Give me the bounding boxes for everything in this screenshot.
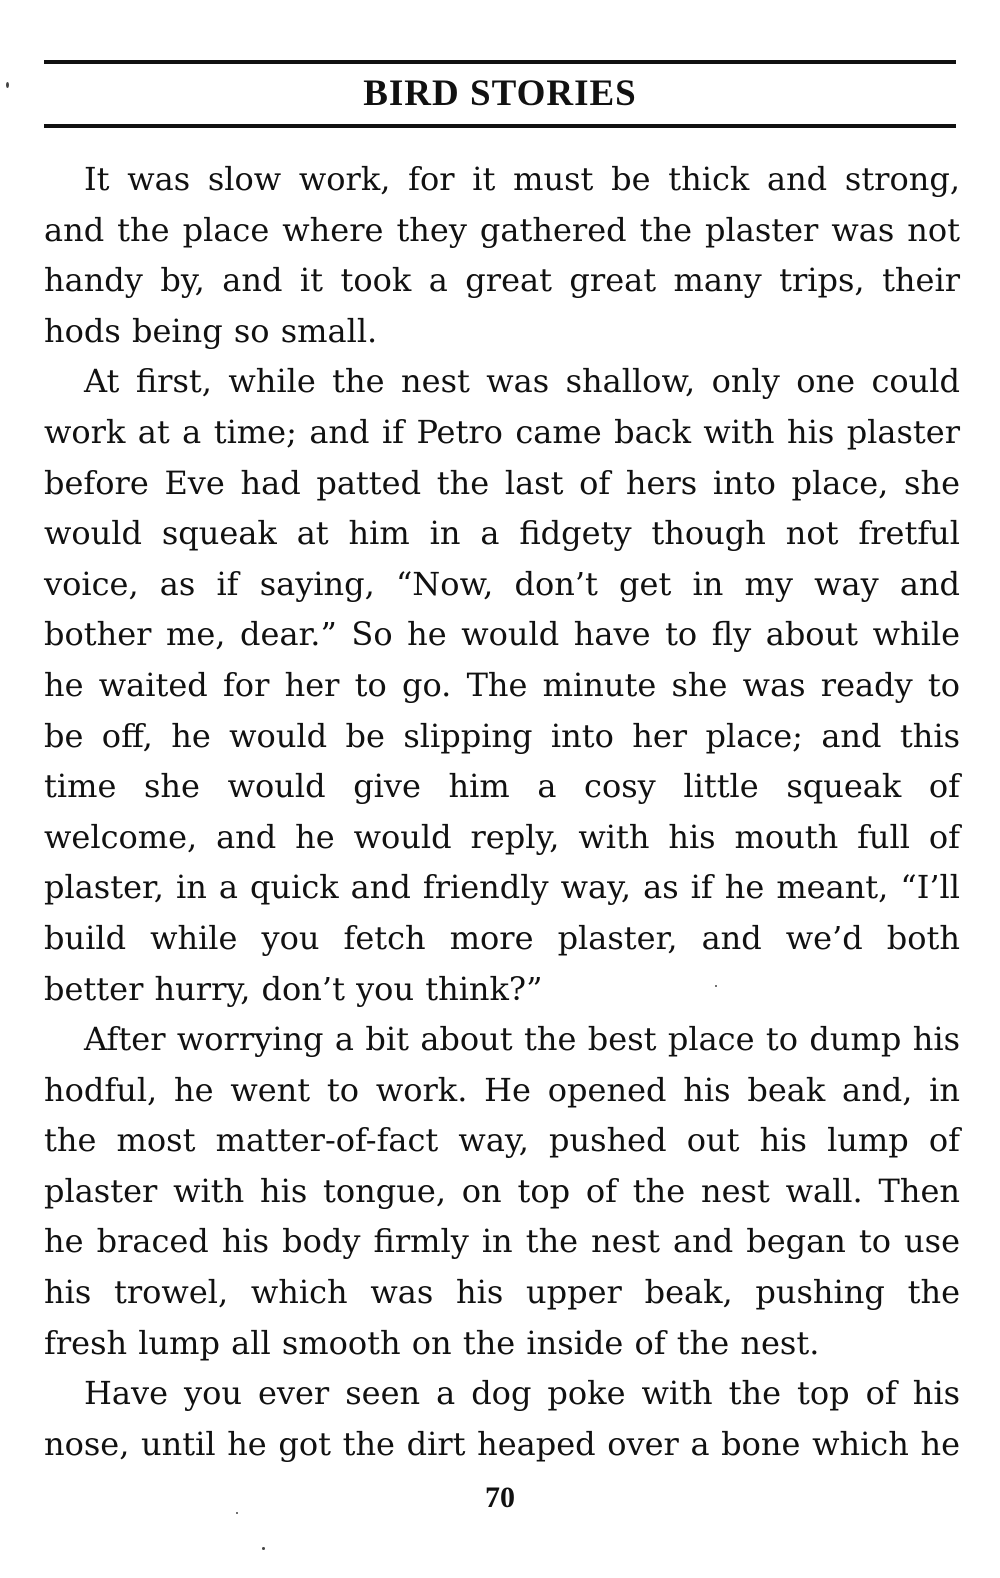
header-top-rule [44,60,956,64]
paragraph-2: At first, while the nest was shallow, only one could work at a time; and if Petro came back with his plaster before Eve had patted the last of hers into place, she would squeak at him in a fidgety though not fretful voice, as if saying, “Now, don’t get in my way and bother me, dear.” So he would have to fly about while he waited for her to go. The minute she was ready to be off, he would be slipping into her place; and this time she would give him a cosy little squeak of welcome, and he would reply, with his mouth full of plaster, in a quick and friendly way, as if he meant, “I’ll build while you fetch more plaster, and we’d both better hurry, don’t you think?” [44,362,960,1008]
scan-speck [6,82,9,88]
scan-speck [262,1547,265,1550]
paragraph-3: After worrying a bit about the best place to dump his hodful, he went to work. He opened his beak and, in the most matter-of-fact way, pushed out his lump of plaster with his tongue, on top of the nest wall. Then he braced his body firmly in the nest and began to use his trowel, which was his upper beak, pushing the fresh lump all smooth on the inside of the nest. [44,1020,960,1362]
scan-speck [236,1512,238,1514]
paragraph-1: It was slow work, for it must be thick and strong, and the place where they gathered the plaster was not handy by, and it took a great great many trips, their hods being so small. [44,160,960,350]
running-title: BIRD STORIES [363,73,637,114]
scan-speck [715,985,717,987]
paragraph-4: Have you ever seen a dog poke with the top of his nose, until he got the dirt heaped over a bone which he [44,1374,960,1463]
body-text [44,154,960,1469]
page-number: 70 [485,1481,515,1514]
header-bottom-rule [44,124,956,128]
